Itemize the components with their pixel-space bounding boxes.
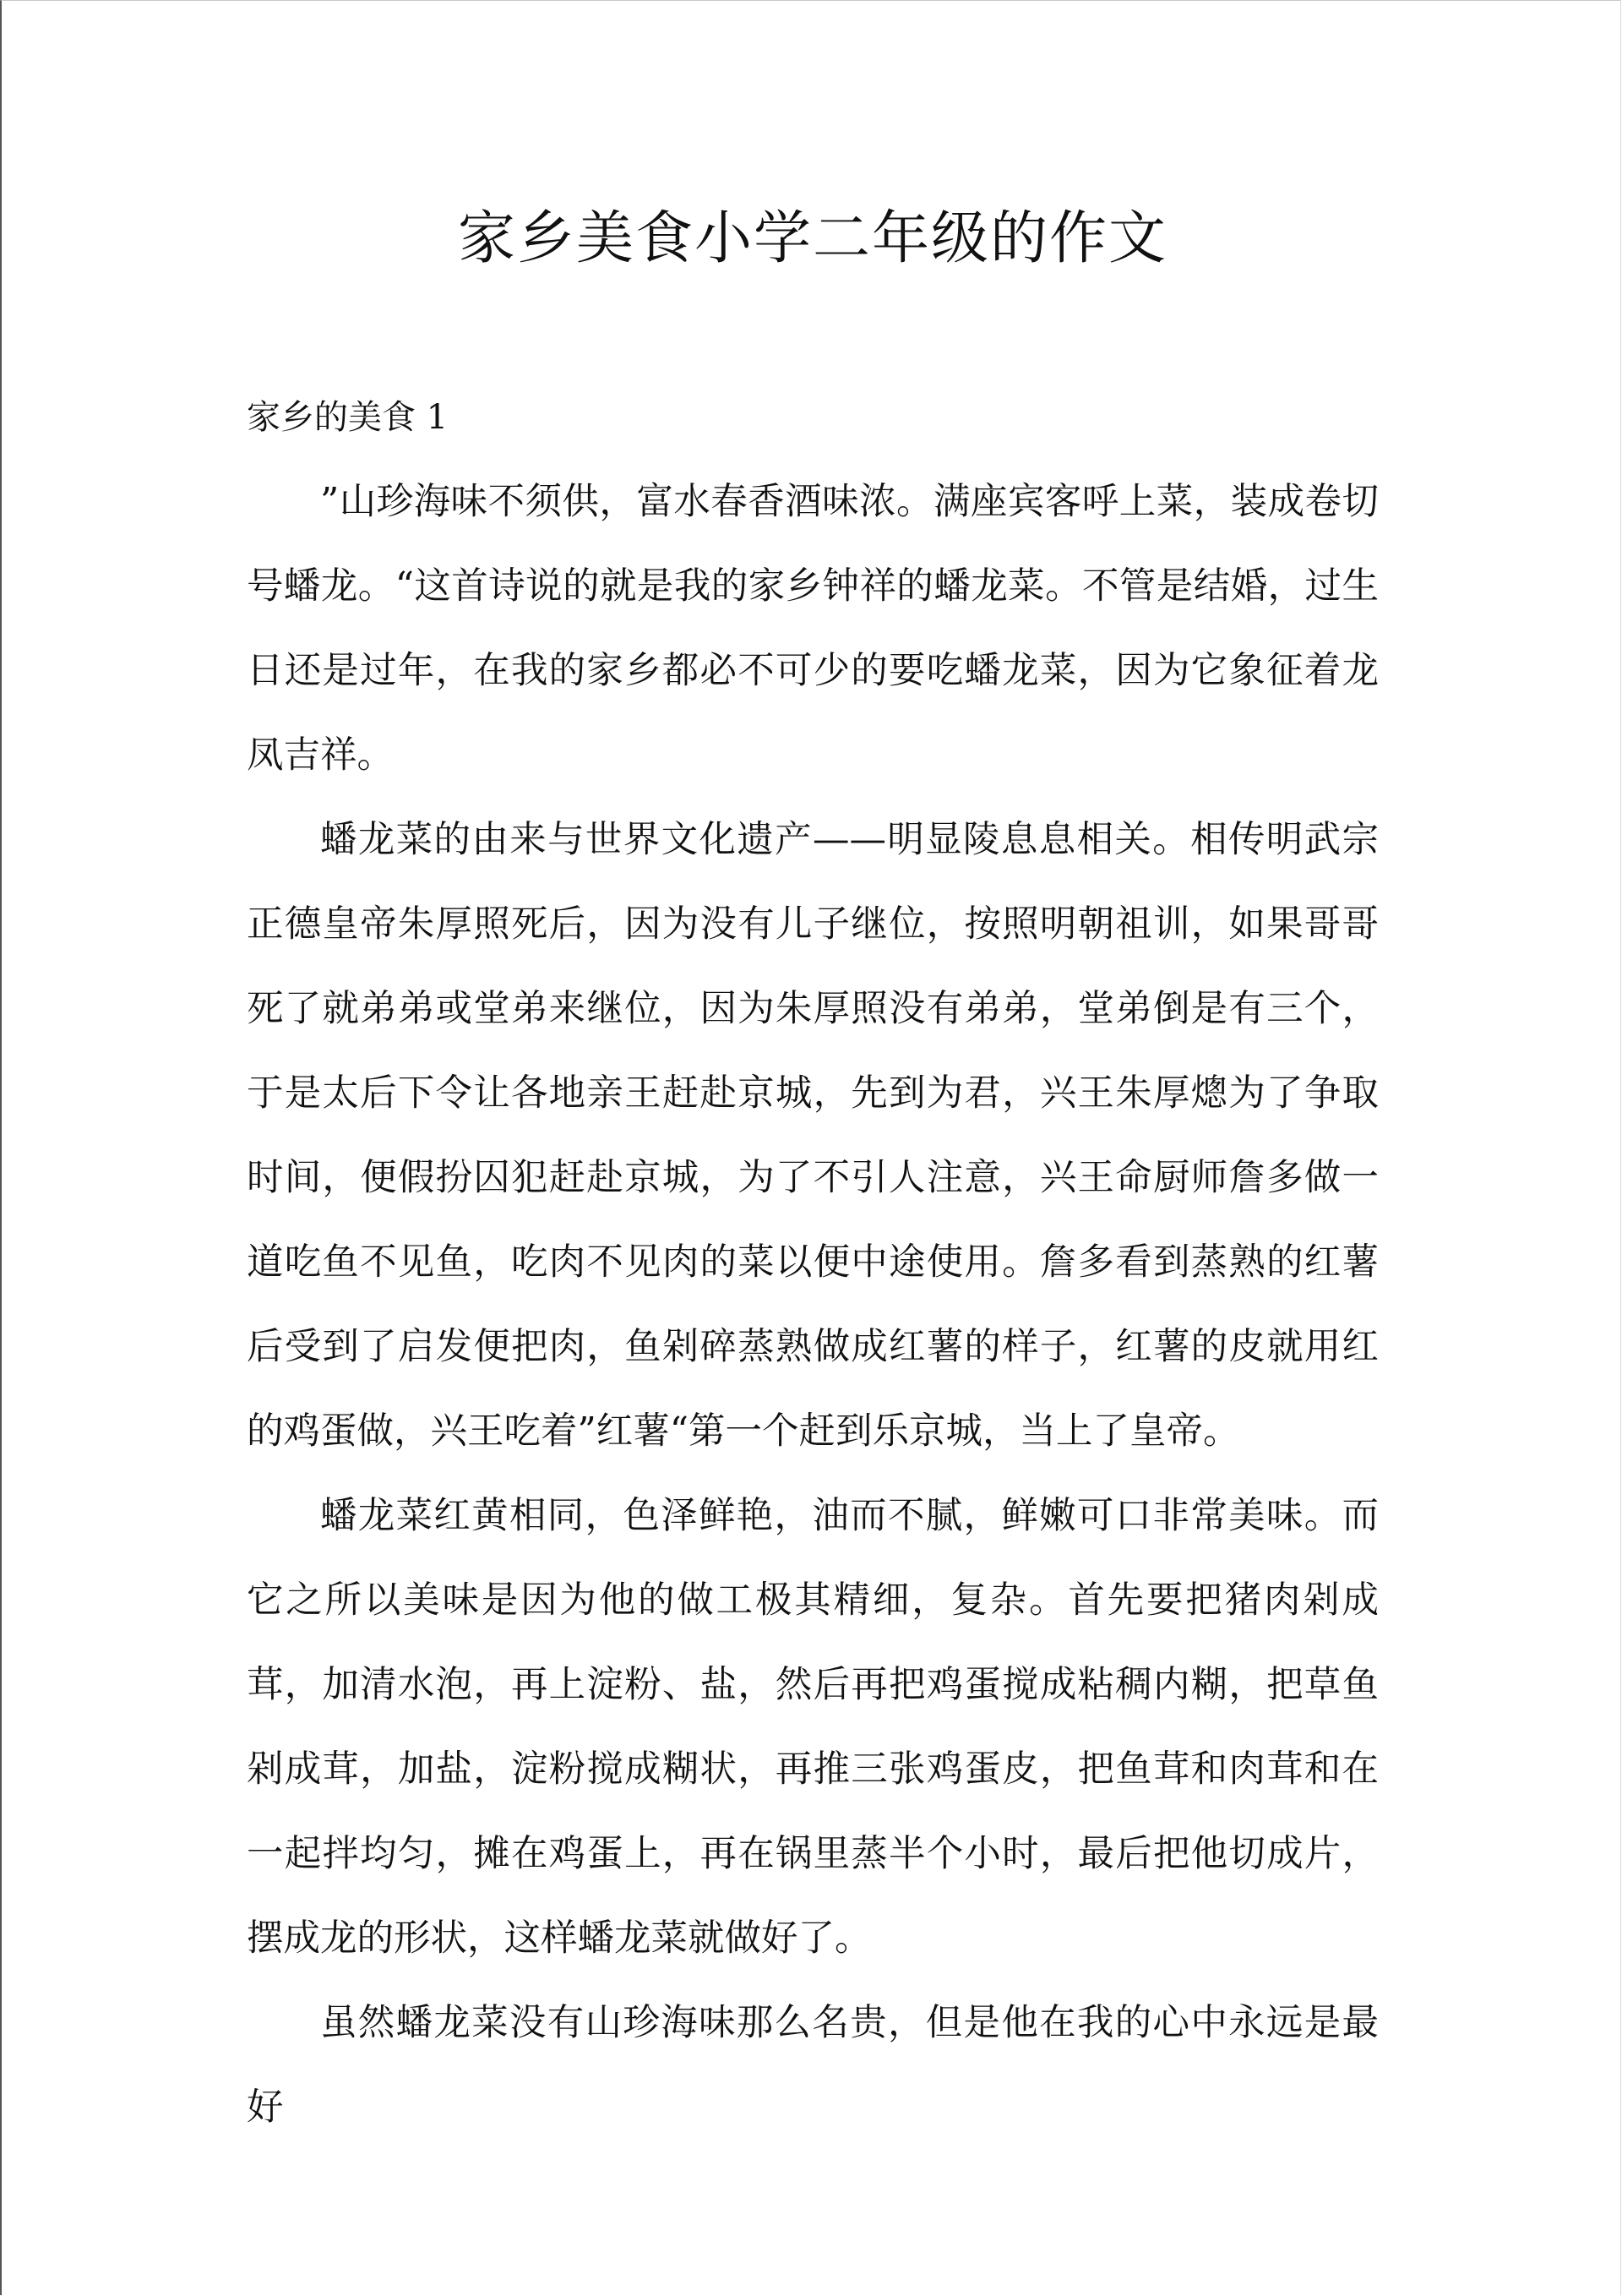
paragraph-4: 虽然蟠龙菜没有山珍海味那么名贵，但是他在我的心中永远是最好 [247, 2002, 1379, 2129]
document-body [247, 460, 1379, 2150]
section-heading: 家乡的美食 1 [247, 398, 449, 437]
paragraph-3: 蟠龙菜红黄相同，色泽鲜艳，油而不腻，鲜嫩可口非常美味。而它之所以美味是因为他的做工极其精细，复杂。首先要把猪肉剁成茸，加清水泡，再上淀粉、盐，然后再把鸡蛋搅成粘稠内糊，把草鱼剁成茸，加盐，淀粉搅成糊状，再推三张鸡蛋皮，把鱼茸和肉茸和在一起拌均匀，摊在鸡蛋上，再在锅里蒸半个小时，最后把他切成片，摆成龙的形状，这样蟠龙菜就做好了。 [247, 1495, 1379, 1960]
paragraph-2: 蟠龙菜的由来与世界文化遗产——明显陵息息相关。相传明武宗正德皇帝朱厚照死后，因为没有儿子继位，按照明朝祖训，如果哥哥死了就弟弟或堂弟来继位，因为朱厚照没有弟弟，堂弟倒是有三个，于是太后下令让各地亲王赶赴京城，先到为君，兴王朱厚熜为了争取时间，便假扮囚犯赶赴京城，为了不引人注意，兴王命厨师詹多做一道吃鱼不见鱼，吃肉不见肉的菜以便中途使用。詹多看到蒸熟的红薯后受到了启发便把肉，鱼剁碎蒸熟做成红薯的样子，红薯的皮就用红的鸡蛋做，兴王吃着”红薯“第一个赶到乐京城，当上了皇帝。 [247, 819, 1379, 1453]
paragraph-1: ”山珍海味不须供，富水春香酒味浓。满座宾客呼上菜，装成卷切号蟠龙。“这首诗说的就是我的家乡钟祥的蟠龙菜。不管是结婚，过生日还是过年，在我的家乡都必不可少的要吃蟠龙菜，因为它象征着龙凤吉祥。 [247, 481, 1379, 777]
document-title: 家乡美食小学二年级的作文 [457, 205, 1168, 272]
